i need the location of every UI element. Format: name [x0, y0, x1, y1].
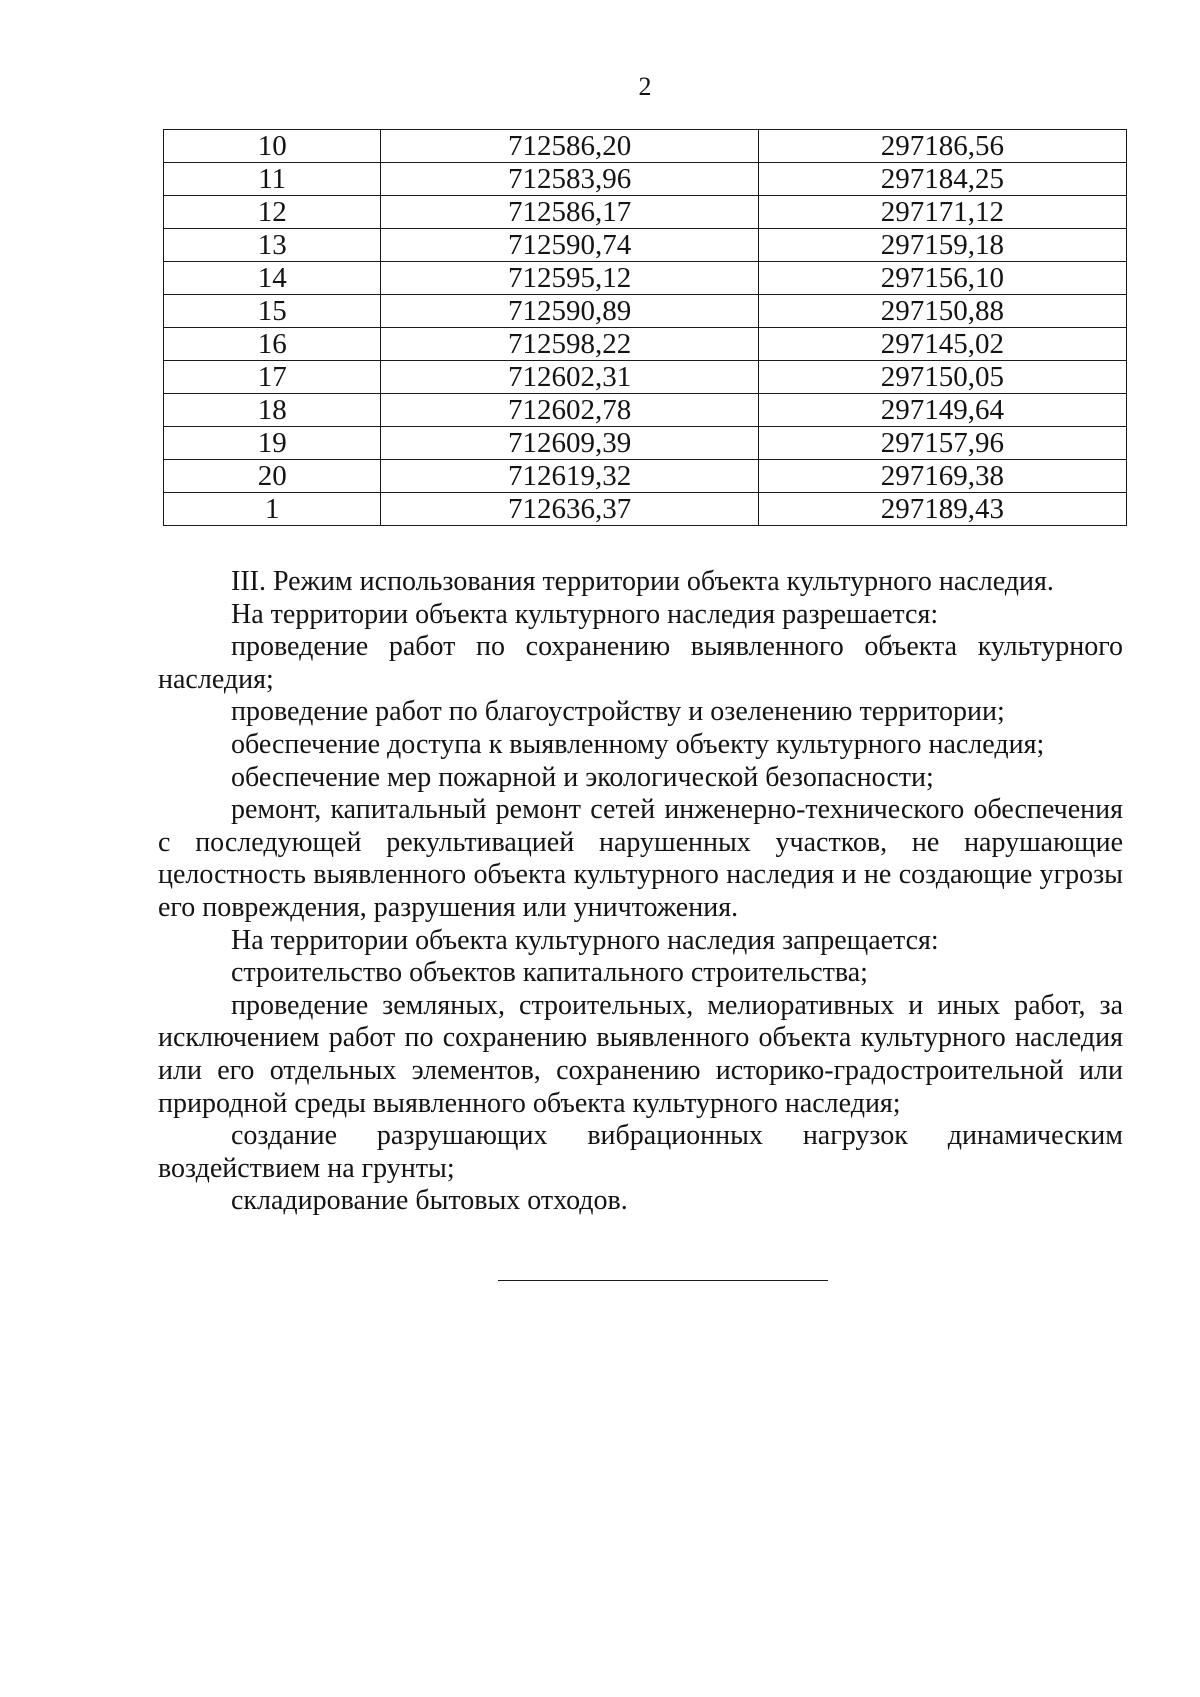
prohibited-item: создание разрушающих вибрационных нагрузок динамическим воздействием на грунты; [158, 1120, 1123, 1184]
y-coordinate-cell: 297149,64 [758, 394, 1126, 427]
table-row [164, 328, 1127, 361]
point-number-cell: 17 [164, 361, 381, 394]
permitted-item: обеспечение доступа к выявленному объекту культурного наследия; [231, 728, 1045, 760]
point-number-cell: 19 [164, 427, 381, 460]
point-number-cell: 11 [164, 163, 381, 196]
table-row [164, 229, 1127, 262]
point-number-cell: 15 [164, 295, 381, 328]
point-number-cell: 13 [164, 229, 381, 262]
table-row [164, 427, 1127, 460]
y-coordinate-cell: 297156,10 [758, 262, 1126, 295]
usage-regime-section [158, 566, 1123, 1218]
point-number-cell: 10 [164, 130, 381, 163]
section-heading: III. Режим использования территории объекта культурного наследия. [231, 566, 1054, 597]
y-coordinate-cell: 297184,25 [758, 163, 1126, 196]
table-row [164, 460, 1127, 493]
point-number-cell: 18 [164, 394, 381, 427]
x-coordinate-cell: 712595,12 [381, 262, 758, 295]
point-number-cell: 16 [164, 328, 381, 361]
table-row [164, 163, 1127, 196]
coordinates-table-body [164, 130, 1127, 526]
x-coordinate-cell: 712619,32 [381, 460, 758, 493]
permitted-item: ремонт, капитальный ремонт сетей инженерно-технического обеспечения с последующей рекультивацией нарушенных участков, не нарушающие целостность выявленного объекта культурного наследия и не создающие угрозы его повреждения, разрушения или уничтожения. [158, 794, 1123, 923]
y-coordinate-cell: 297157,96 [758, 427, 1126, 460]
x-coordinate-cell: 712586,20 [381, 130, 758, 163]
table-row [164, 394, 1127, 427]
x-coordinate-cell: 712636,37 [381, 493, 758, 526]
permitted-item: обеспечение мер пожарной и экологической безопасности; [231, 761, 934, 793]
x-coordinate-cell: 712602,31 [381, 361, 758, 394]
y-coordinate-cell: 297150,05 [758, 361, 1126, 394]
y-coordinate-cell: 297159,18 [758, 229, 1126, 262]
table-row [164, 361, 1127, 394]
x-coordinate-cell: 712602,78 [381, 394, 758, 427]
y-coordinate-cell: 297169,38 [758, 460, 1126, 493]
table-row [164, 130, 1127, 163]
x-coordinate-cell: 712590,89 [381, 295, 758, 328]
prohibited-item: проведение земляных, строительных, мелиоративных и иных работ, за исключением работ по сохранению выявленного объекта культурного наследия или его отдельных элементов, сохранению историко-градостроительной или природной среды выявленного объекта культурного наследия; [158, 989, 1123, 1119]
x-coordinate-cell: 712583,96 [381, 163, 758, 196]
table-row [164, 196, 1127, 229]
point-number-cell: 12 [164, 196, 381, 229]
prohibited-intro: На территории объекта культурного наследия запрещается: [231, 924, 939, 956]
coordinates-table [163, 129, 1127, 526]
permitted-intro: На территории объекта культурного наследия разрешается: [231, 598, 939, 630]
y-coordinate-cell: 297145,02 [758, 328, 1126, 361]
y-coordinate-cell: 297150,88 [758, 295, 1126, 328]
table-row [164, 295, 1127, 328]
end-separator-line [498, 1280, 828, 1281]
prohibited-item: строительство объектов капитального строительства; [231, 957, 868, 989]
x-coordinate-cell: 712586,17 [381, 196, 758, 229]
page-number: 2 [638, 72, 652, 101]
permitted-item: проведение работ по благоустройству и озеленению территории; [231, 696, 1005, 728]
y-coordinate-cell: 297171,12 [758, 196, 1126, 229]
x-coordinate-cell: 712590,74 [381, 229, 758, 262]
prohibited-item: складирование бытовых отходов. [231, 1185, 628, 1217]
y-coordinate-cell: 297189,43 [758, 493, 1126, 526]
y-coordinate-cell: 297186,56 [758, 130, 1126, 163]
point-number-cell: 1 [164, 493, 381, 526]
permitted-item: проведение работ по сохранению выявленного объекта культурного наследия; [158, 631, 1123, 695]
x-coordinate-cell: 712598,22 [381, 328, 758, 361]
table-row [164, 262, 1127, 295]
point-number-cell: 14 [164, 262, 381, 295]
x-coordinate-cell: 712609,39 [381, 427, 758, 460]
table-row [164, 493, 1127, 526]
point-number-cell: 20 [164, 460, 381, 493]
